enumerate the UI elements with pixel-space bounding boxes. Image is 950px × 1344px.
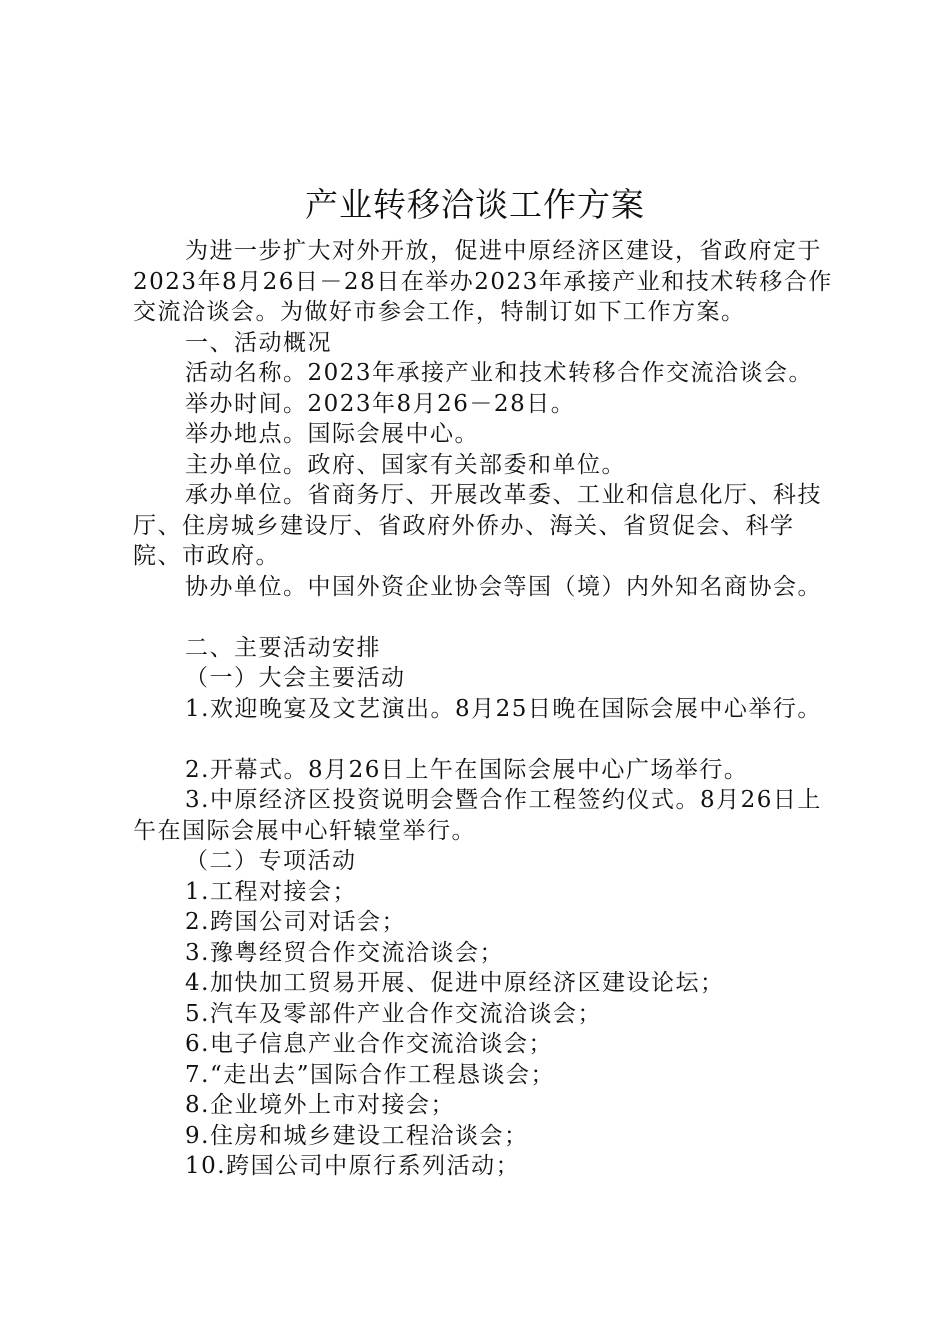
activity-name: 活动名称。2023年承接产业和技术转移合作交流洽谈会。	[185, 360, 814, 386]
intro-paragraph: 为进一步扩大对外开放，促进中原经济区建设，省政府定于2023年8月26日－28日在举办2023年承接产业和技术转移合作交流洽谈会。为做好市参会工作，特制订如下工作方案。	[133, 238, 833, 325]
paragraph-gap	[133, 602, 833, 633]
sub1-item-3: 3.中原经济区投资说明会暨合作工程签约仪式。8月26日上午在国际会展中心轩辕堂举行。	[133, 787, 822, 844]
sub2-item-7: 7.“走出去”国际合作工程恳谈会；	[185, 1061, 555, 1088]
activity-organizer: 承办单位。省商务厅、开展改革委、工业和信息化厅、科技厅、住房城乡建设厅、省政府外侨办、海关、省贸促会、科学院、市政府。	[133, 482, 822, 569]
paragraph-gap	[133, 724, 833, 755]
sub2-item-4: 4.加快加工贸易开展、促进中原经济区建设论坛；	[185, 970, 725, 996]
sub1-item-2: 2.开幕式。8月26日上午在国际会展中心广场举行。	[185, 756, 749, 783]
sub2-item-9: 9.住房和城乡建设工程洽谈会；	[185, 1122, 529, 1149]
sub2-item-10: 10.跨国公司中原行系列活动；	[185, 1153, 521, 1179]
sub2-item-1: 1.工程对接会；	[185, 878, 357, 905]
activity-co-organizer: 协办单位。中国外资企业协会等国（境）内外知名商协会。	[185, 573, 822, 600]
sub1-item-1: 1.欢迎晚宴及文艺演出。8月25日晚在国际会展中心举行。	[185, 695, 822, 722]
activity-place: 举办地点。国际会展中心。	[185, 421, 479, 447]
section2-heading: 二、主要活动安排	[185, 634, 381, 661]
sub2-item-3: 3.豫粤经贸合作交流洽谈会；	[185, 939, 504, 966]
sub2-item-2: 2.跨国公司对话会；	[185, 909, 406, 935]
sub2-item-6: 6.电子信息产业合作交流洽谈会；	[185, 1031, 553, 1057]
document-title: 产业转移洽谈工作方案	[305, 185, 645, 224]
section1-heading: 一、活动概况	[185, 329, 332, 356]
document-body	[133, 236, 833, 1182]
sub1-heading: （一）大会主要活动	[185, 665, 406, 691]
sub2-heading: （二）专项活动	[185, 848, 357, 874]
activity-host: 主办单位。政府、国家有关部委和单位。	[185, 451, 626, 478]
sub2-item-8: 8.企业境外上市对接会；	[185, 1092, 455, 1118]
activity-time: 举办时间。2023年8月26－28日。	[185, 390, 576, 417]
sub2-item-5: 5.汽车及零部件产业合作交流洽谈会；	[185, 1000, 602, 1027]
